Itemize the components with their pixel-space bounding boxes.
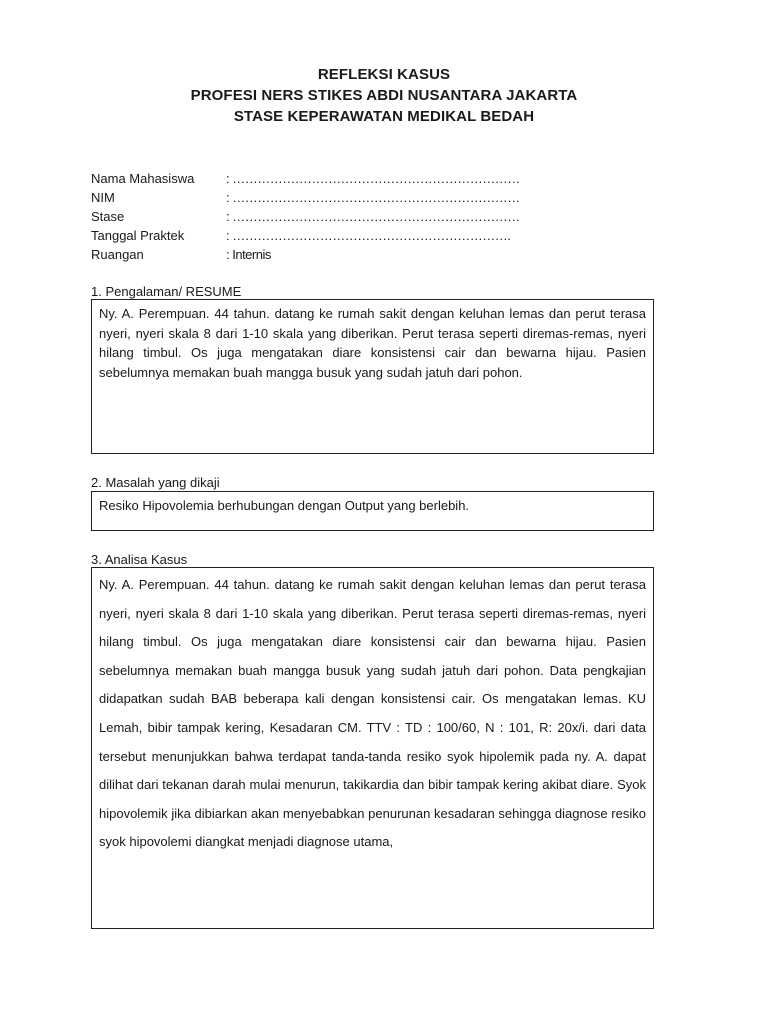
identity-value: : Internis <box>226 247 271 262</box>
identity-label: Tanggal Praktek <box>91 228 185 243</box>
document-header <box>0 64 768 127</box>
identity-row-tanggal <box>91 226 520 245</box>
identity-row-stase <box>91 207 520 226</box>
identity-value: : …………………………………………………………. <box>226 228 511 243</box>
identity-label: Stase <box>91 209 125 224</box>
identity-label: Ruangan <box>91 247 144 262</box>
identity-value: : …………………………………………………………… <box>226 190 520 205</box>
identity-row-nama <box>91 169 520 188</box>
header-stase: STASE KEPERAWATAN MEDIKAL BEDAH <box>233 108 535 125</box>
section-experience-title: 1. Pengalaman/ RESUME <box>91 284 242 299</box>
section-experience-box: Ny. A. Perempuan. 44 tahun. datang ke rumah sakit dengan keluhan lemas dan perut terasa nyeri, nyeri skala 8 dari 1-10 skala yang diberikan. Perut terasa seperti diremas-remas, nyeri hilang timbul. Os juga mengatakan diare konsistensi cair dan bewarna hijau. Pasien sebelumnya memakan buah mangga busuk yang sudah jatuh dari pohon. <box>91 299 654 454</box>
section-problem-title: 2. Masalah yang dikaji <box>91 475 220 490</box>
section-analysis-box: Ny. A. Perempuan. 44 tahun. datang ke rumah sakit dengan keluhan lemas dan perut terasa nyeri, nyeri skala 8 dari 1-10 skala yang diberikan. Perut terasa seperti diremas-remas, nyeri hilang timbul. Os juga mengatakan diare konsistensi cair dan bewarna hijau. Pasien sebelumnya memakan buah mangga busuk yang sudah jatuh dari pohon. Data pengkajian didapatkan sudah BAB beberapa kali dengan konsistensi cair. Os mengatakan lemas. KU Lemah, bibir tampak kering, Kesadaran CM. TTV : TD : 100/60, N : 101, R: 20x/i. dari data tersebut menunjukkan bahwa terdapat tanda-tanda resiko syok hipolemik pada ny. A. dapat dilihat dari tekanan darah mulai menurun, takikardia dan bibir tampak kering akibat diare. Syok hipovolemik jika dibiarkan akan menyebabkan penurunan kesadaran sehingga diagnose resiko syok hipovolemi diangkat menjadi diagnose utama, <box>91 567 654 929</box>
identity-value: : …………………………………………………………… <box>226 171 520 186</box>
section-analysis-title: 3. Analisa Kasus <box>91 552 188 567</box>
identity-row-ruangan <box>91 245 520 264</box>
identity-value: : …………………………………………………………… <box>226 209 520 224</box>
identity-label: NIM <box>91 190 115 205</box>
section-problem-box: Resiko Hipovolemia berhubungan dengan Output yang berlebih. <box>91 491 654 531</box>
header-title: REFLEKSI KASUS <box>317 66 451 83</box>
identity-label: Nama Mahasiswa <box>91 171 195 186</box>
header-institution: PROFESI NERS STIKES ABDI NUSANTARA JAKARTA <box>190 87 578 104</box>
identity-fields <box>91 169 520 264</box>
identity-row-nim <box>91 188 520 207</box>
